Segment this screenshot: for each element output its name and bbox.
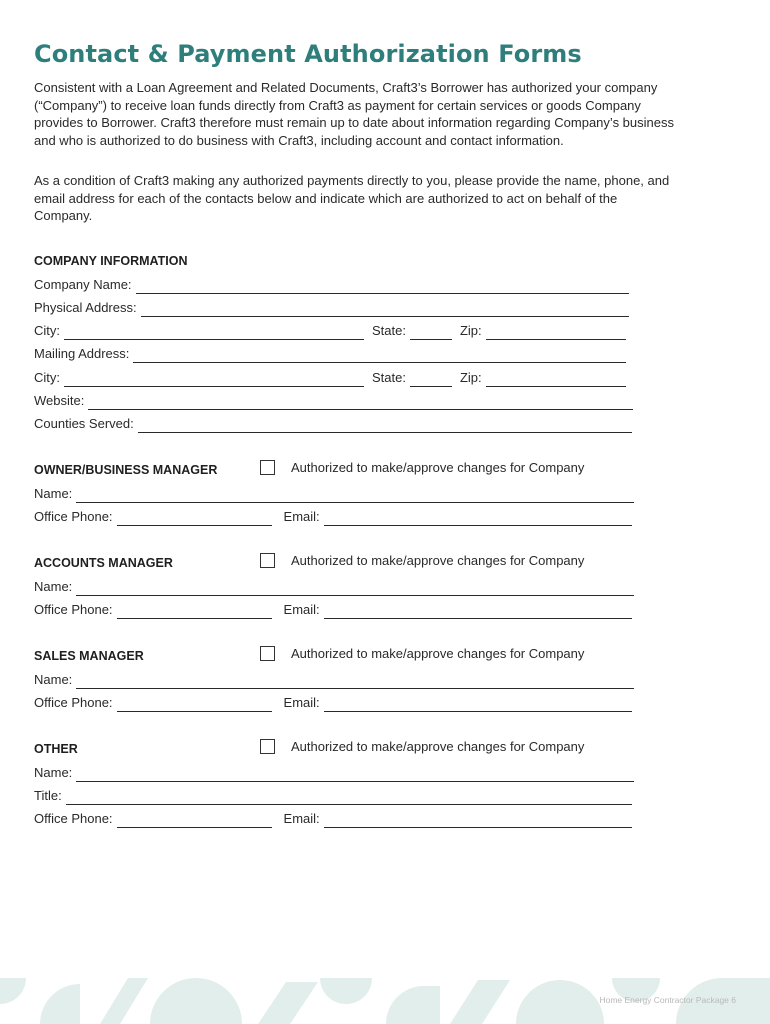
accounts-manager-heading: ACCOUNTS MANAGER [34,556,173,570]
other-phone-email-row [34,810,632,828]
zip-label: Zip: [459,370,482,385]
mailing-address-field[interactable] [133,361,626,363]
office-phone-label: Office Phone: [34,695,113,710]
email-label: Email: [283,695,320,710]
state-field-1[interactable] [410,338,452,340]
sales-authorization [260,646,584,661]
accounts-phone-field[interactable] [117,617,272,619]
city-field-2[interactable] [64,385,364,387]
title-label: Title: [34,788,62,803]
sales-email-field[interactable] [324,710,632,712]
intro-paragraph-2: As a condition of Craft3 making any authorized payments directly to you, please provide the name, phone, and email address for each of the contacts below and indicate which are authorized to act on behalf of the Company. [34,173,670,223]
state-field-2[interactable] [410,385,452,387]
office-phone-label: Office Phone: [34,602,113,617]
state-label: State: [372,323,406,338]
city-label: City: [34,370,60,385]
owner-name-row [34,485,634,503]
sales-authorized-checkbox[interactable] [260,646,275,661]
sales-name-field[interactable] [76,687,634,689]
owner-authorization [260,460,584,475]
company-name-row [34,276,629,294]
accounts-authorization [260,553,584,568]
accounts-email-field[interactable] [324,617,632,619]
other-title-field[interactable] [66,803,632,805]
owner-name-field[interactable] [76,501,634,503]
authorized-label: Authorized to make/approve changes for Company [291,739,585,754]
company-name-label: Company Name: [34,277,132,292]
owner-phone-email-row [34,508,632,526]
sales-manager-heading: SALES MANAGER [34,649,144,663]
email-label: Email: [283,602,320,617]
city-label: City: [34,323,60,338]
authorized-label: Authorized to make/approve changes for Company [291,553,585,568]
name-label: Name: [34,486,73,501]
other-name-field[interactable] [76,780,634,782]
sales-phone-field[interactable] [117,710,272,712]
other-heading: OTHER [34,742,78,756]
page-title: Contact & Payment Authorization Forms [34,40,582,68]
sales-name-row [34,671,634,689]
zip-field-2[interactable] [486,385,626,387]
company-information-heading: COMPANY INFORMATION [34,254,188,268]
owner-phone-field[interactable] [117,524,272,526]
company-name-field[interactable] [136,292,629,294]
footer-page-label: Home Energy Contractor Package 6 [599,995,736,1005]
office-phone-label: Office Phone: [34,509,113,524]
mailing-address-row [34,345,626,363]
accounts-name-field[interactable] [76,594,634,596]
authorized-label: Authorized to make/approve changes for Company [291,646,585,661]
office-phone-label: Office Phone: [34,811,113,826]
owner-heading: OWNER/BUSINESS MANAGER [34,463,218,477]
owner-email-field[interactable] [324,524,632,526]
name-label: Name: [34,579,73,594]
sales-phone-email-row [34,694,632,712]
intro-paragraph-1: Consistent with a Loan Agreement and Related Documents, Craft3’s Borrower has authorized your company (“Company”) to receive loan funds directly from Craft3 as payment for certain services or goods Company provides to Borrower. Craft3 therefore must remain up to date about information regarding Company’s business and who is authorized to do business with Craft3, including account and contact information. [34,80,674,148]
name-label: Name: [34,765,73,780]
city-state-zip-row-2 [34,369,626,387]
other-authorized-checkbox[interactable] [260,739,275,754]
website-row [34,392,633,410]
website-label: Website: [34,393,85,408]
city-field-1[interactable] [64,338,364,340]
zip-label: Zip: [459,323,482,338]
mailing-address-label: Mailing Address: [34,346,130,361]
website-field[interactable] [88,408,633,410]
city-state-zip-row-1 [34,322,626,340]
counties-served-label: Counties Served: [34,416,134,431]
state-label: State: [372,370,406,385]
accounts-authorized-checkbox[interactable] [260,553,275,568]
physical-address-label: Physical Address: [34,300,137,315]
counties-served-field[interactable] [138,431,632,433]
email-label: Email: [283,509,320,524]
physical-address-field[interactable] [141,315,629,317]
accounts-name-row [34,578,634,596]
accounts-phone-email-row [34,601,632,619]
owner-authorized-checkbox[interactable] [260,460,275,475]
physical-address-row [34,299,629,317]
email-label: Email: [283,811,320,826]
counties-served-row [34,415,632,433]
other-title-row [34,787,632,805]
other-authorization [260,739,584,754]
other-email-field[interactable] [324,826,632,828]
authorized-label: Authorized to make/approve changes for Company [291,460,585,475]
zip-field-1[interactable] [486,338,626,340]
other-phone-field[interactable] [117,826,272,828]
name-label: Name: [34,672,73,687]
other-name-row [34,764,634,782]
